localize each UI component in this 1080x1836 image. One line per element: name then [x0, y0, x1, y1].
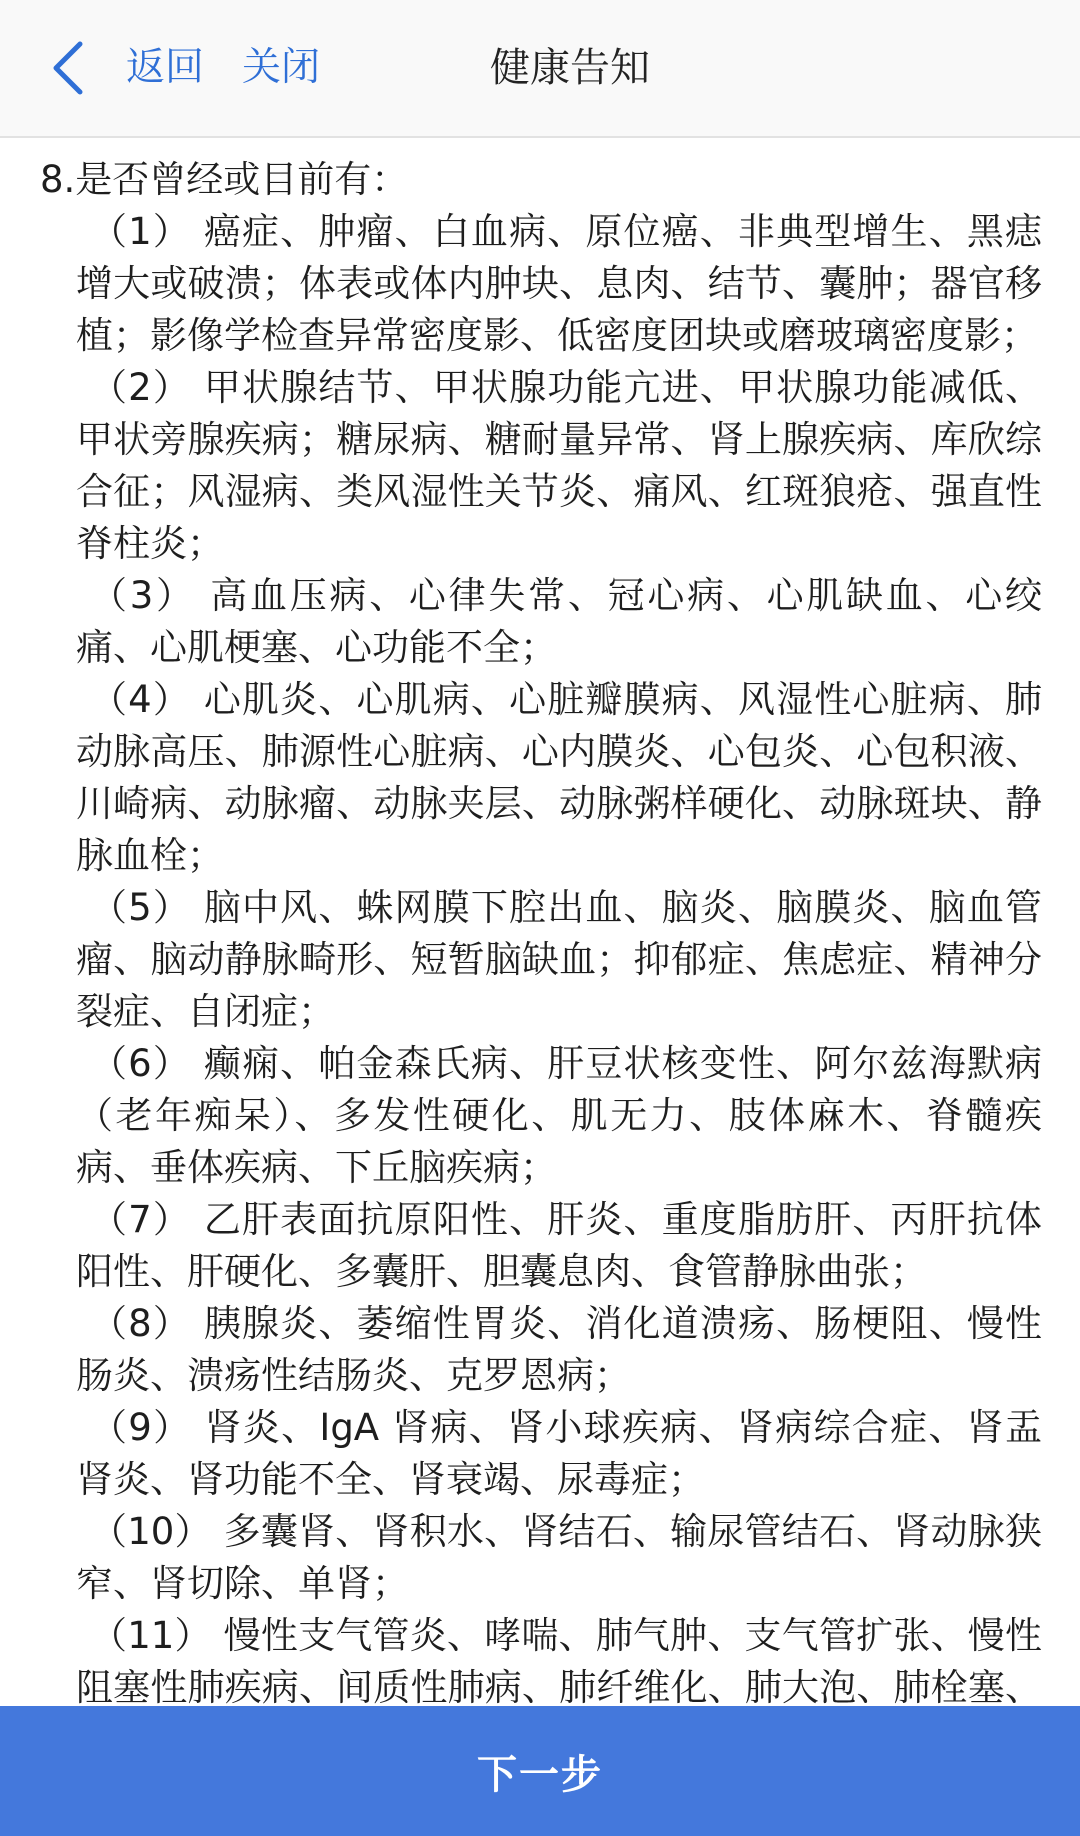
question-title: 8.是否曾经或目前有：: [40, 158, 409, 201]
condition-item-8: （8） 胰腺炎、萎缩性胃炎、消化道溃疡、肠梗阻、慢性肠炎、溃疡性结肠炎、克罗恩病；: [76, 1302, 1042, 1397]
chevron-left-icon[interactable]: [44, 38, 96, 98]
condition-item-5: （5） 脑中风、蛛网膜下腔出血、脑炎、脑膜炎、脑血管瘤、脑动静脉畸形、短暂脑缺血；抑郁症、焦虑症、精神分裂症、自闭症；: [76, 886, 1042, 1033]
condition-item-1: （1） 癌症、肿瘤、白血病、原位癌、非典型增生、黑痣增大或破溃；体表或体内肿块、息肉、结节、囊肿；器官移植；影像学检查异常密度影、低密度团块或磨玻璃密度影；: [76, 210, 1042, 357]
condition-item-6: （6） 癫痫、帕金森氏病、肝豆状核变性、阿尔兹海默病（老年痴呆）、多发性硬化、肌无力、肢体麻木、脊髓疾病、垂体疾病、下丘脑疾病；: [76, 1042, 1042, 1189]
close-button[interactable]: 关闭: [242, 45, 321, 90]
condition-list: [76, 206, 1042, 1706]
navigation-bar: [0, 0, 1080, 138]
condition-item-10: （10） 多囊肾、肾积水、肾结石、输尿管结石、肾动脉狭窄、肾切除、单肾；: [76, 1510, 1042, 1605]
condition-item-2: （2） 甲状腺结节、甲状腺功能亢进、甲状腺功能减低、甲状旁腺疾病；糖尿病、糖耐量异常、肾上腺疾病、库欣综合征；风湿病、类风湿性关节炎、痛风、红斑狼疮、强直性脊柱炎；: [76, 366, 1042, 565]
next-step-label: 下一步: [477, 1751, 603, 1798]
condition-item-9: （9） 肾炎、IgA 肾病、肾小球疾病、肾病综合症、肾盂肾炎、肾功能不全、肾衰竭、尿毒症；: [76, 1406, 1042, 1501]
condition-item-11: （11） 慢性支气管炎、哮喘、肺气肿、支气管扩张、慢性阻塞性肺疾病、间质性肺病、肺纤维化、肺大泡、肺栓塞、: [76, 1614, 1042, 1706]
next-step-button[interactable]: [0, 1706, 1080, 1836]
condition-item-3: （3） 高血压病、心律失常、冠心病、心肌缺血、心绞痛、心肌梗塞、心功能不全；: [76, 574, 1042, 669]
page-title: 健康告知: [490, 45, 650, 91]
condition-item-7: （7） 乙肝表面抗原阳性、肝炎、重度脂肪肝、丙肝抗体阳性、肝硬化、多囊肝、胆囊息肉、食管静脉曲张；: [76, 1198, 1042, 1293]
health-question: [0, 138, 1080, 1706]
condition-item-4: （4） 心肌炎、心肌病、心脏瓣膜病、风湿性心脏病、肺动脉高压、肺源性心脏病、心内膜炎、心包炎、心包积液、川崎病、动脉瘤、动脉夹层、动脉粥样硬化、动脉斑块、静脉血栓；: [76, 678, 1042, 877]
back-button[interactable]: 返回: [126, 45, 205, 90]
scrollable-content[interactable]: [0, 138, 1080, 1706]
